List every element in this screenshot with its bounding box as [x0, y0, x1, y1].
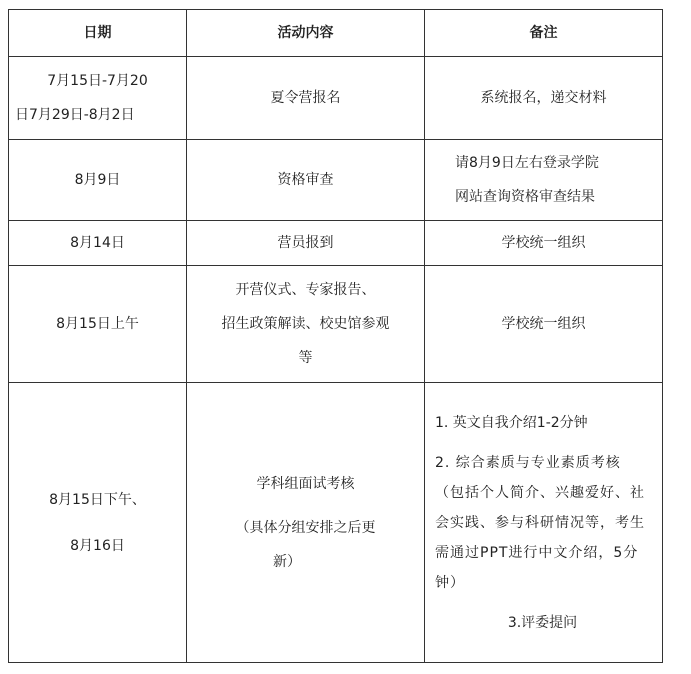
- activity-line: 新）: [273, 553, 301, 570]
- notes-text: 学校统一组织: [501, 235, 586, 251]
- activity-line: 学科组面试考核: [256, 475, 355, 492]
- notes-item: 1. 英文自我介绍1-2分钟: [435, 414, 588, 431]
- notes-cell: [425, 140, 663, 221]
- date-text: 8月9日: [74, 172, 121, 188]
- activity-cell: [187, 140, 425, 221]
- date-line: 日7月29日-8月2日: [15, 107, 135, 123]
- table-row: [9, 383, 663, 663]
- date-line: 7月15日-7月20: [47, 73, 148, 89]
- notes-cell: [425, 266, 663, 383]
- activity-text: 资格审查: [277, 172, 334, 188]
- table-row: [9, 140, 663, 221]
- date-text: 8月14日: [70, 235, 125, 251]
- notes-text: 学校统一组织: [501, 316, 586, 332]
- date-text: 8月15日上午: [56, 316, 139, 332]
- notes-cell: [425, 57, 663, 140]
- activity-line: 等: [298, 350, 313, 366]
- header-notes: 备注: [425, 10, 663, 57]
- notes-line: 网站查询资格审查结果: [455, 189, 595, 205]
- activity-text: 营员报到: [277, 235, 334, 251]
- header-date: 日期: [9, 10, 187, 57]
- notes-text: 系统报名，递交材料: [480, 90, 607, 106]
- date-cell: [9, 383, 187, 663]
- table-row: [9, 57, 663, 140]
- notes-item: 3.评委提问: [507, 614, 578, 631]
- date-cell: [9, 140, 187, 221]
- activity-cell: [187, 57, 425, 140]
- activity-text: 夏令营报名: [270, 90, 341, 106]
- notes-cell: [425, 383, 663, 663]
- date-cell: [9, 57, 187, 140]
- activity-cell: [187, 266, 425, 383]
- date-line: 8月15日下午、: [49, 491, 146, 508]
- table-row: [9, 221, 663, 266]
- activity-cell: [187, 221, 425, 266]
- notes-item: 2. 综合素质与专业素质考核（包括个人简介、兴趣爱好、社会实践、参与科研情况等，考生需通过PPT进行中文介绍，5分钟）: [435, 454, 645, 591]
- schedule-table-container: [8, 9, 662, 666]
- activity-line: （具体分组安排之后更: [235, 519, 376, 536]
- date-cell: [9, 266, 187, 383]
- header-activity: 活动内容: [187, 10, 425, 57]
- table-header-row: [9, 10, 663, 57]
- notes-line: 请8月9日左右登录学院: [455, 155, 599, 171]
- notes-cell: [425, 221, 663, 266]
- table-row: [9, 266, 663, 383]
- activity-line: 招生政策解读、校史馆参观: [221, 316, 390, 332]
- schedule-table: [8, 9, 663, 663]
- activity-line: 开营仪式、专家报告、: [235, 282, 376, 298]
- activity-cell: [187, 383, 425, 663]
- date-cell: [9, 221, 187, 266]
- date-line: 8月16日: [70, 537, 125, 554]
